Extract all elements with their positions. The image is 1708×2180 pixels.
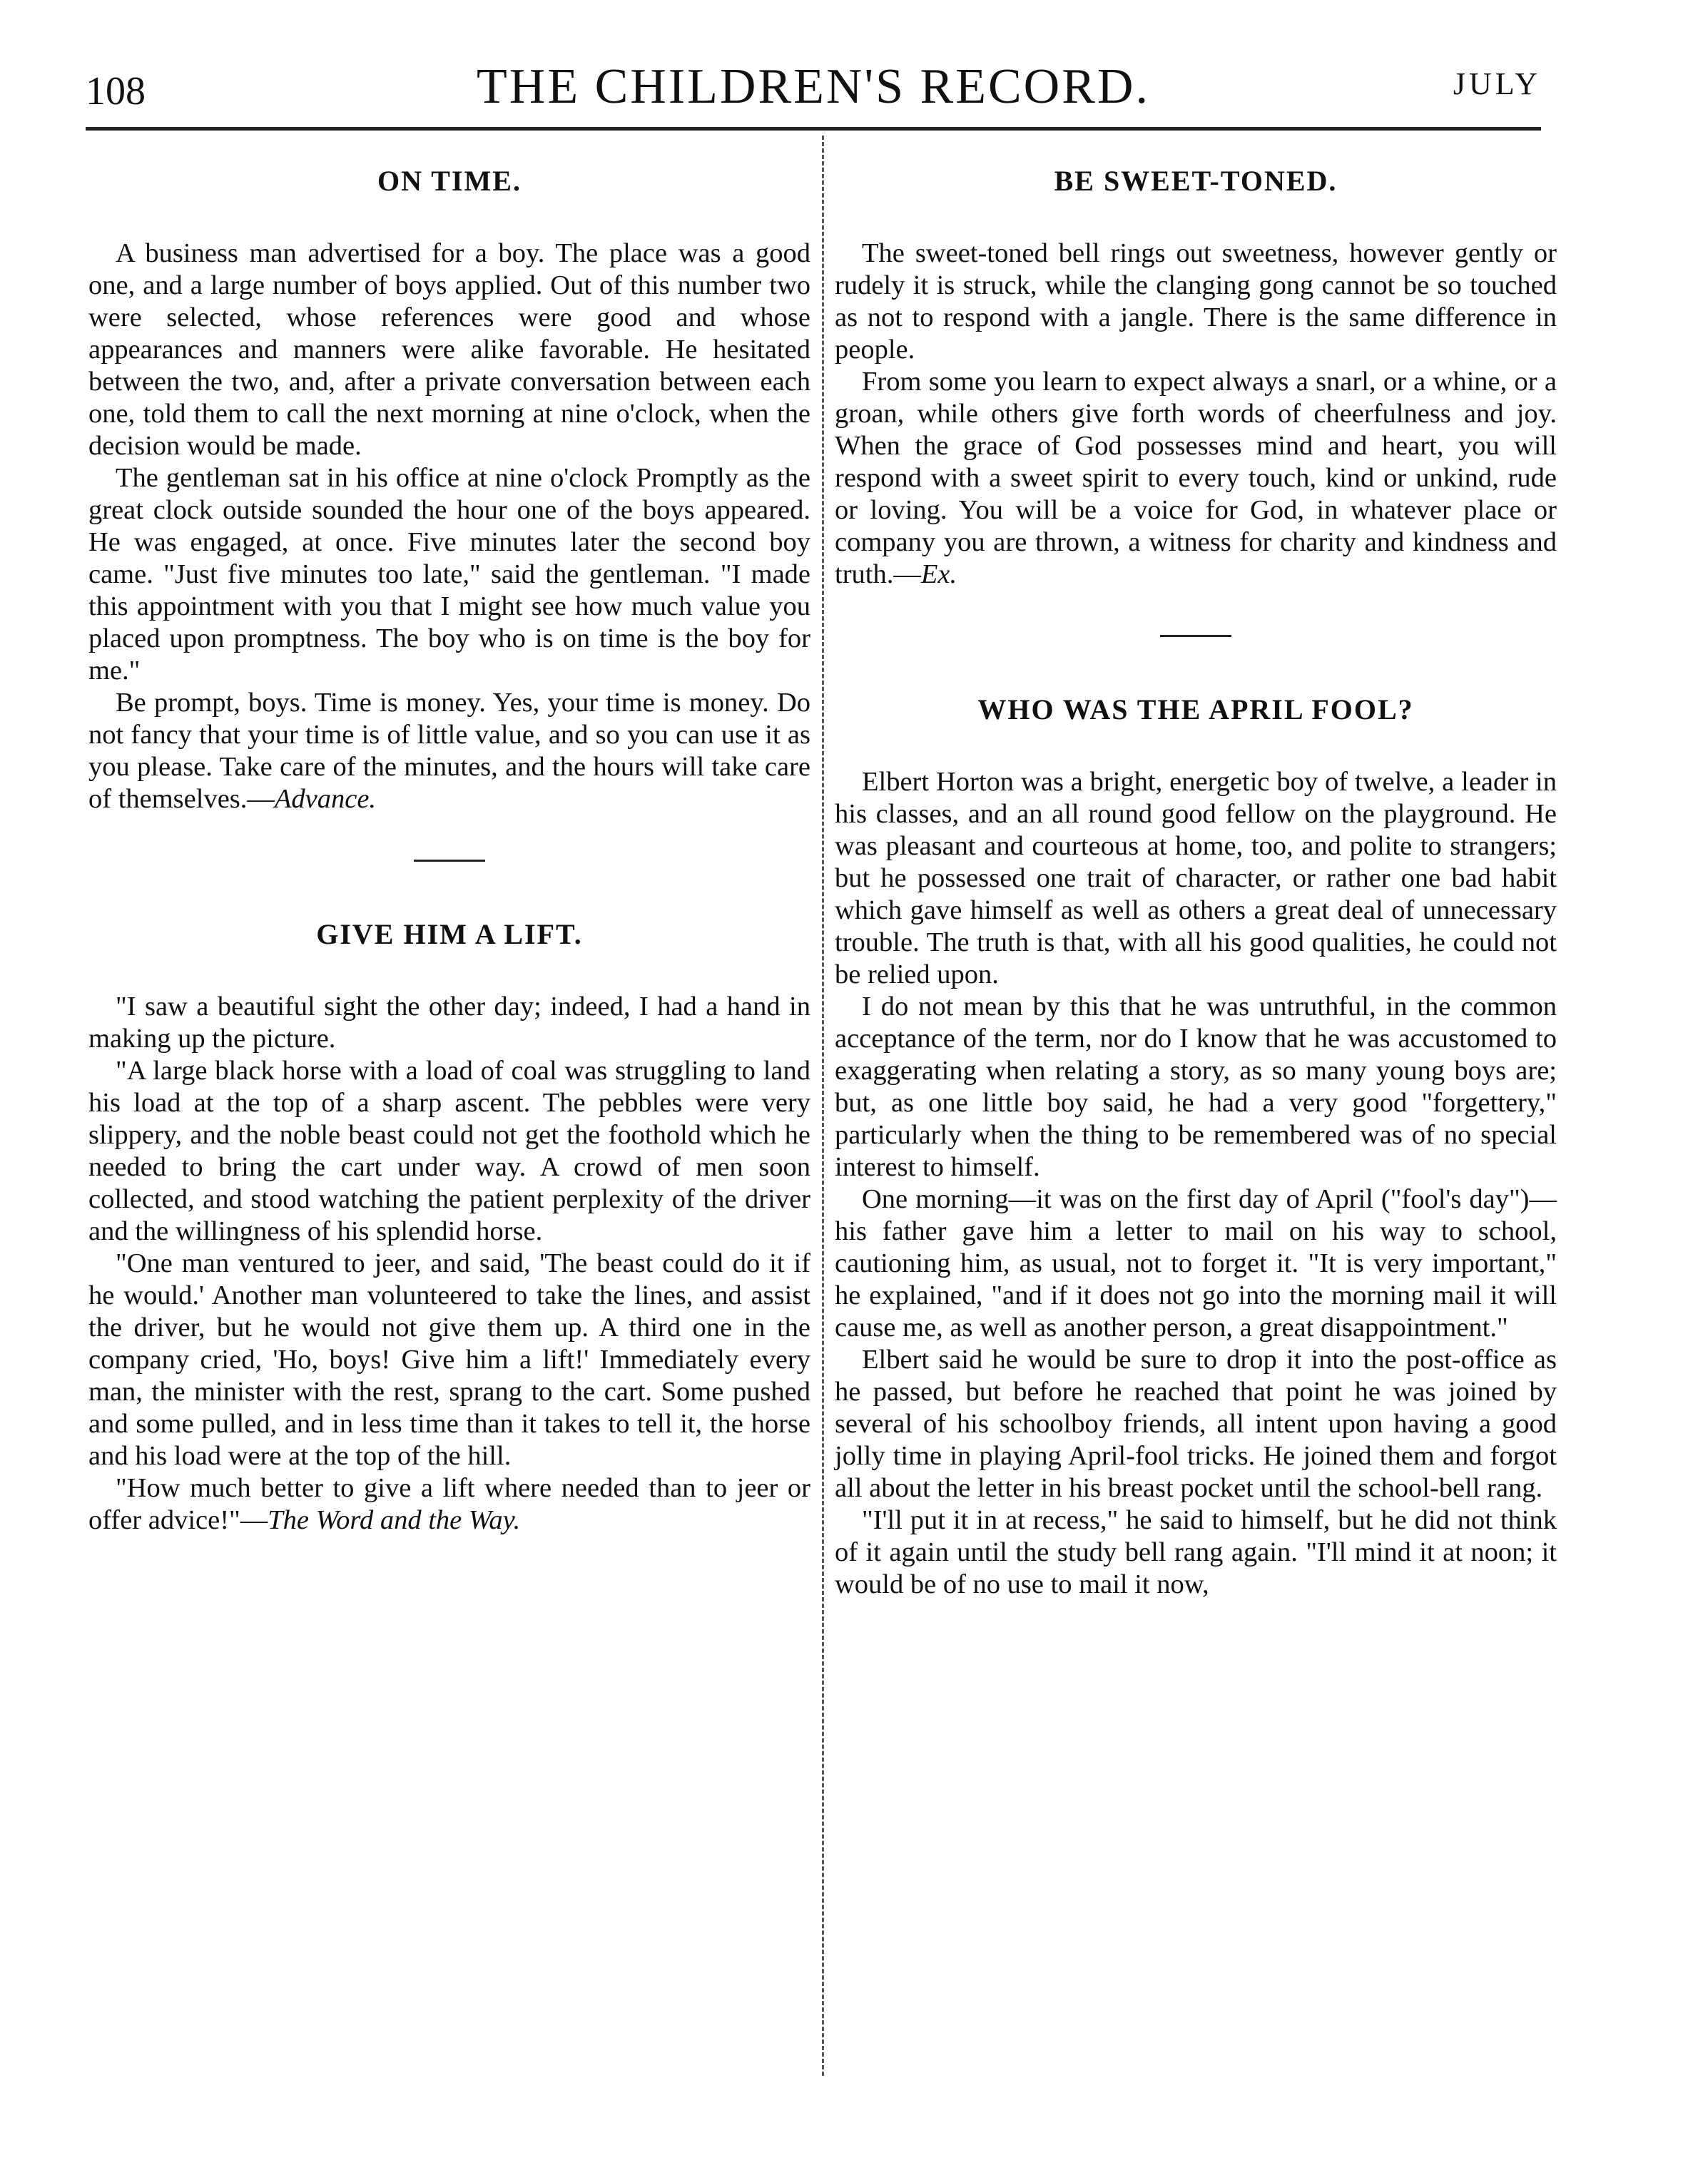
article-on-time [88, 164, 810, 815]
article-who-was-the-april-fool [835, 693, 1557, 1601]
left-column [88, 156, 810, 1537]
article-title: BE SWEET-TONED. [1054, 165, 1338, 197]
article-credit: Advance. [274, 784, 377, 814]
paragraph-text: From some you learn to expect always a snarl, or a whine, or a groan, while others give forth words of cheerfulness and joy. When the grace of God possesses mind and heart, you will respond with a sweet spirit to every touch, kind or unkind, rude or loving. You will be a voice for God, in whatever place or company you are thrown, a witness for charity and kindness and truth.— [835, 367, 1557, 589]
article-title: GIVE HIM A LIFT. [316, 918, 583, 950]
article-credit: Ex. [920, 559, 957, 589]
article-title: ON TIME. [377, 165, 522, 197]
article-paragraph: I do not mean by this that he was untruthful, in the common acceptance of the term, nor do I know that he was accustomed to exaggerating when relating a story, as so many young boys are; but, as one little boy said, he had a very good "forgettery," particularly when the thing to be remembered was of no special interest to himself. [835, 992, 1557, 1182]
article-paragraph [88, 687, 810, 815]
right-column [835, 156, 1557, 1601]
article-title: WHO WAS THE APRIL FOOL? [977, 693, 1414, 725]
article-paragraph [88, 1472, 810, 1537]
article-paragraph: A business man advertised for a boy. The place was a good one, and a large number of boys applied. Out of this number two were selected, whose references were good and whose appearances and manners were alike favorable. He hesitated between the two, and, after a private conversation between each one, told them to call the next morning at nine o'clock, when the decision would be made. [88, 238, 810, 461]
journal-title: THE CHILDREN'S RECORD. [477, 59, 1150, 114]
article-be-sweet-toned [835, 164, 1557, 591]
article-paragraph: "I'll put it in at recess," he said to himself, but he did not think of it again until the study bell rang again. "I'll mind it at noon; it would be of no use to mail it now, [835, 1505, 1557, 1599]
article-paragraph: "I saw a beautiful sight the other day; indeed, I had a hand in making up the picture. [88, 992, 810, 1054]
issue-month: JULY [1453, 66, 1541, 101]
paragraph-text: Be prompt, boys. Time is money. Yes, your time is money. Do not fancy that your time is of little value, and so you can use it as you please. Take care of the minutes, and the hours will take care of themselves.— [88, 688, 810, 814]
article-paragraph: The sweet-toned bell rings out sweetness, however gently or rudely it is struck, while the clanging gong cannot be so touched as not to respond with a jangle. There is the same difference in people. [835, 238, 1557, 365]
header-rule [86, 127, 1541, 131]
article-paragraph: Elbert said he would be sure to drop it into the post-office as he passed, but before he reached that point he was joined by several of his schoolboy friends, all intent upon having a good jolly time in playing April-fool tricks. He joined them and forgot all about the letter in his breast pocket until the school-bell rang. [835, 1345, 1557, 1503]
column-divider [822, 136, 824, 2076]
article-paragraph: "A large black horse with a load of coal was struggling to land his load at the top of a sharp ascent. The pebbles were very slippery, and the noble beast could not get the foothold which he needed to bring the cart under way. A crowd of men soon collected, and stood watching the patient perplexity of the driver and the willingness of his splendid horse. [88, 1056, 810, 1246]
paragraph-text: "How much better to give a lift where needed than to jeer or offer advice!"— [88, 1473, 810, 1535]
article-give-him-a-lift [88, 917, 810, 1537]
article-paragraph: "One man ventured to jeer, and said, 'The beast could do it if he would.' Another man volunteered to take the lines, and assist the driver, but he would not give them up. A third one in the company cried, 'Ho, boys! Give him a lift!' Immediately every man, the minister with the rest, sprang to the cart. Some pushed and some pulled, and in less time than it takes to tell it, the horse and his load were at the top of the hill. [88, 1248, 810, 1471]
page-number: 108 [86, 69, 146, 113]
article-paragraph [835, 366, 1557, 591]
article-separator [414, 860, 485, 862]
article-paragraph: Elbert Horton was a bright, energetic boy of twelve, a leader in his classes, and an all round good fellow on the playground. He was pleasant and courteous at home, too, and polite to strangers; but he possessed one trait of character, or rather one bad habit which gave himself as well as others a great deal of unnecessary trouble. The truth is that, with all his good qualities, he could not be relied upon. [835, 767, 1557, 989]
article-paragraph: One morning—it was on the first day of April ("fool's day")—his father gave him a letter to mail on his way to school, cautioning him, as usual, not to forget it. "It is very important," he explained, "and if it does not go into the morning mail it will cause me, as well as another person, a great disappointment." [835, 1184, 1557, 1343]
article-separator [1160, 635, 1231, 637]
article-paragraph: The gentleman sat in his office at nine o'clock Promptly as the great clock outside sounded the hour one of the boys appeared. He was engaged, at once. Five minutes later the second boy came. "Just five minutes too late," said the gentleman. "I made this appointment with you that I might see how much value you placed upon promptness. The boy who is on time is the boy for me." [88, 463, 810, 686]
running-head [86, 56, 1541, 113]
article-credit: The Word and the Way. [268, 1505, 521, 1535]
